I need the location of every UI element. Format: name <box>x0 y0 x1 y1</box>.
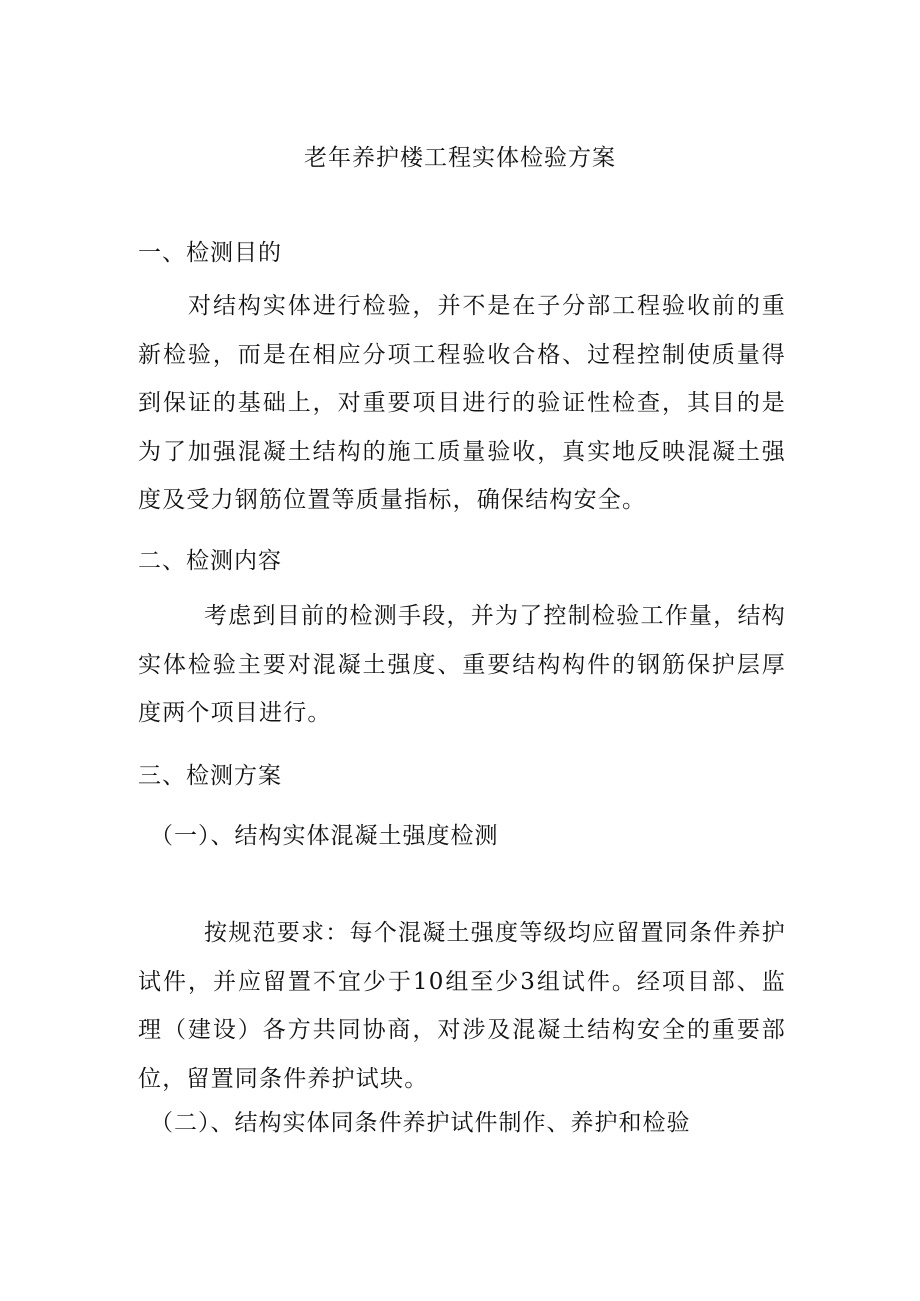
subsection-heading-specimens: （二）、结构实体同条件养护试件制作、养护和检验 <box>150 1110 691 1136</box>
section-body-content: 考虑到目前的检测手段，并为了控制检验工作量，结构实体检验主要对混凝土强度、重要结构构件的钢筋保护层厚度两个项目进行。 <box>138 603 786 726</box>
subsection-heading-strength: （一）、结构实体混凝土强度检测 <box>150 823 499 849</box>
section-heading-purpose: 一、检测目的 <box>138 240 282 266</box>
section-body-purpose: 对结构实体进行检验，并不是在子分部工程验收前的重新检验，而是在相应分项工程验收合格、过程控制使质量得到保证的基础上，对重要项目进行的验证性检查，其目的是为了加强混凝土结构的施工质量验收，真实地反映混凝土强度及受力钢筋位置等质量指标，确保结构安全。 <box>138 293 786 513</box>
subsection-body-strength: 按规范要求：每个混凝土强度等级均应留置同条件养护试件，并应留置不宜少于10组至少3组试件。经项目部、监理（建设）各方共同协商，对涉及混凝土结构安全的重要部位，留置同条件养护试块。 <box>138 920 786 1092</box>
section-heading-plan: 三、检测方案 <box>138 763 282 789</box>
document-title: 老年养护楼工程实体检验方案 <box>304 145 616 171</box>
section-heading-content: 二、检测内容 <box>138 548 282 574</box>
